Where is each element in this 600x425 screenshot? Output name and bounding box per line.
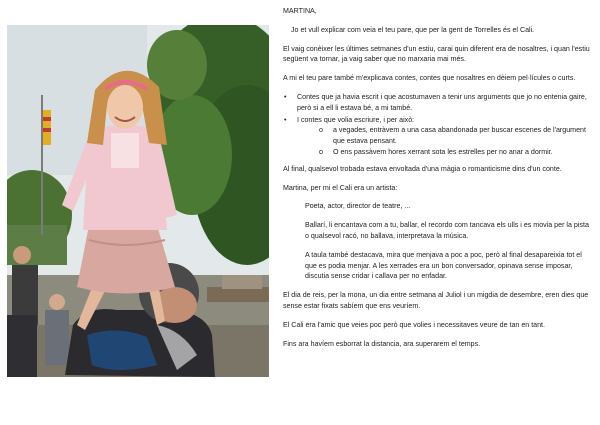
paragraph-2: El vaig conèixer les últimes setmanes d'un estiu, carai quin diferent era de nosaltres, i quan l'estiu següent va tornar, ja vaig saber que no marxaria mai més. (283, 44, 590, 64)
bullet-text: Contes que ja havia escrit i que acostumaven a tenir uns arguments que jo no entenia gaire, però si a ell li estava bé, a mi també. (297, 92, 587, 112)
sub-bullet-item (297, 125, 594, 147)
bullet-text: I contes que volia escriure, i per això: (297, 115, 415, 124)
paragraph-7: El Cali era l'amic que veies poc però que volies i necessitaves veure de tan en tant. (283, 320, 545, 329)
bullet-list (283, 92, 594, 158)
bullet-dot-icon: • (284, 115, 287, 124)
sub-bullet-text: a vegades, entràvem a una casa abandonada per buscar escenes de l'argument que estava pensant. (333, 126, 586, 146)
paragraph-1: Jo et vull explicar com veia el teu pare, que per la gent de Torrelles és el Cali. (291, 25, 535, 34)
letter-greeting: MARTINA, (283, 7, 317, 15)
paragraph-8: Fins ara havíem esborrat la distancia, ara superarem el temps. (283, 339, 481, 348)
sub-bullet-circle-icon: o (319, 126, 323, 135)
quality-poeta: Poeta, actor, director de teatre, ... (305, 202, 411, 211)
bullet-item (283, 115, 594, 158)
paragraph-6: El dia de reis, per la mona, un dia entre setmana al Juliol i un migdia de desembre, eren dies que sense estar fixats sabíem que ens veuríem. (283, 291, 589, 310)
sub-bullet-item (297, 147, 594, 158)
photo-girl-on-shoulders (7, 25, 269, 377)
sub-bullet-list (297, 125, 594, 157)
bullet-dot-icon: • (284, 92, 287, 101)
paragraph-4: Al final, qualsevol trobada estava envoltada d'una màgia o romanticisme dins d'un conte. (283, 164, 562, 173)
quality-ballari: Ballarí, li encantava com a tu, ballar, el recordo com tancava els ulls i es movia per la pista o qualsevol racó, no ballava, interpretava la música. (305, 221, 589, 240)
bullet-item (283, 92, 594, 114)
paragraph-3: A mi el teu pare també m'explicava contes, contes que nosaltres en dèiem pel·lícules o curts. (283, 74, 576, 83)
letter-text (283, 6, 594, 357)
sub-bullet-text: O ens passàvem hores xerrant sota les estrelles per no anar a dormir. (333, 147, 553, 156)
paragraph-5: Martina, per mi el Cali era un artista: (283, 183, 398, 192)
sub-bullet-circle-icon: o (319, 147, 323, 156)
quality-taula: A taula també destacava, mira que menjava a poc a poc, però al final desapareixia tot el que es podia menjar. A les xerrades era un bon conversador, opinava sense imposar, discutia sense cridar i callava per no enfadar. (305, 250, 582, 281)
